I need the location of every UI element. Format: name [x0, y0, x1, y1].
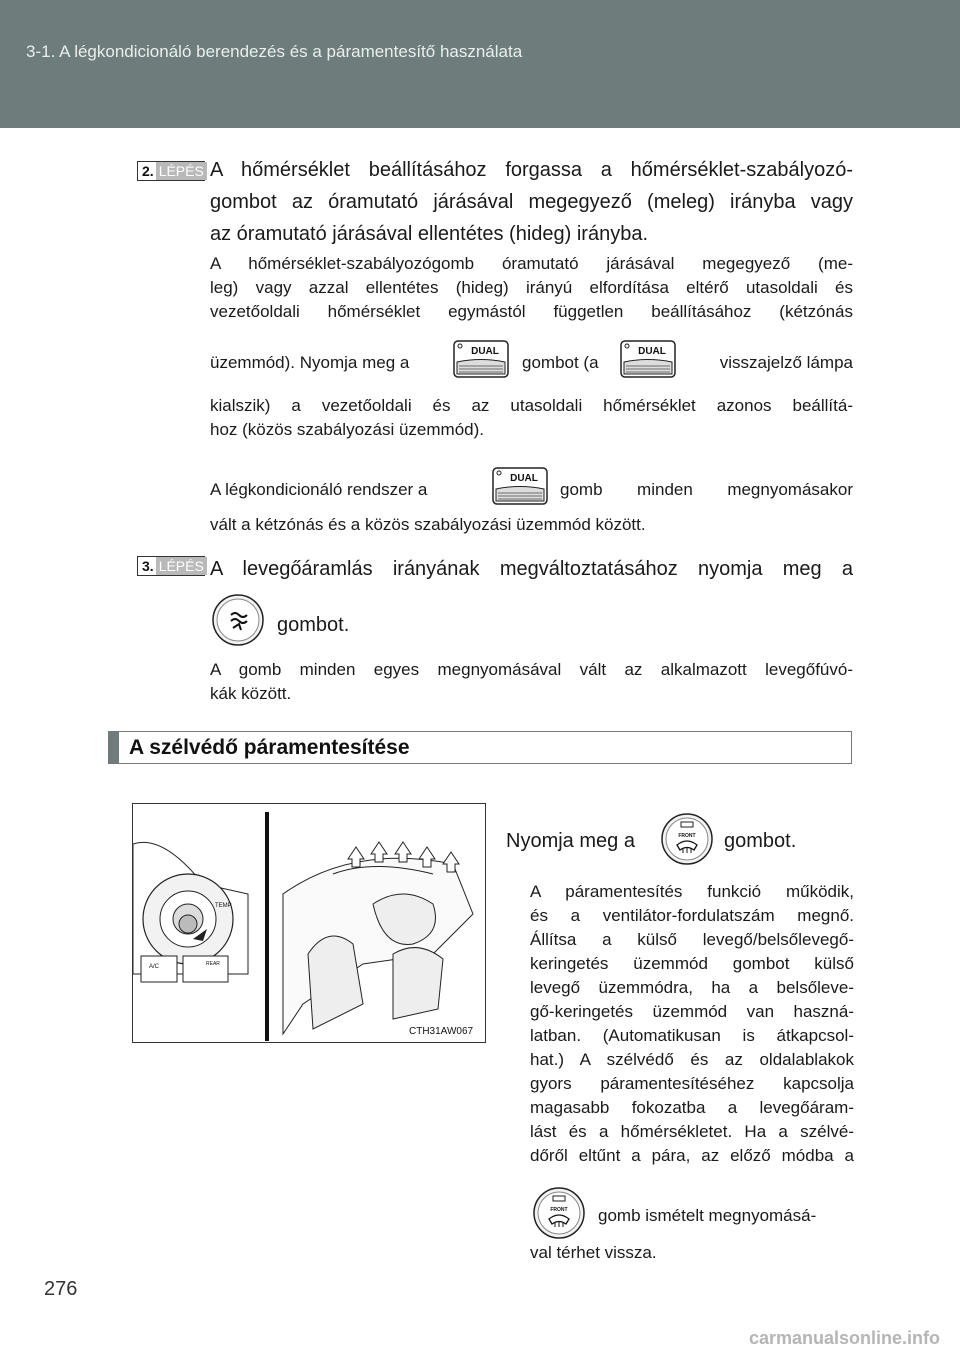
section-accent: [109, 732, 119, 763]
defogger-illustration: [132, 803, 486, 1043]
step-2-note-line-3: vezetőoldali hőmérséklet egymástól független beállításához (kétzónás: [210, 302, 853, 321]
defog-after-button: gomb ismételt megnyomásá-: [598, 1206, 817, 1225]
defog-last-line: val térhet vissza.: [530, 1243, 657, 1262]
footer-watermark: carmanualsonline.info: [748, 1328, 940, 1348]
page-header: [0, 0, 960, 128]
step-label: LÉPÉS: [156, 162, 207, 180]
defog-description-line: Állítsa a külső levegő/belsőlevegő-: [530, 930, 854, 949]
defog-description-line: levegő üzemmódra, ha a belsőleve-: [530, 978, 854, 997]
dual-text: DUAL: [471, 346, 499, 357]
page-number: 276: [44, 1278, 78, 1300]
defog-description-line: dőről eltűnt a pára, az előző módba a: [530, 1146, 854, 1165]
section-header: [108, 731, 852, 764]
step-2-note-line-5: kialszik) a vezetőoldali és az utasoldali hőmérséklet azonos beállítá-: [210, 396, 853, 415]
dual-indicator-icon: [620, 340, 676, 378]
svg-text:A/C: A/C: [149, 964, 160, 970]
step-3-note-line-1: A gomb minden egyes megnyomásával vált az alkalmazott levegőfúvó-: [210, 660, 853, 679]
defog-description-line: magasabb fokozatba a levegőáram-: [530, 1098, 854, 1117]
step-2-note-line-4b: gombot (a: [522, 353, 599, 372]
airflow-mode-button-icon: [211, 593, 265, 647]
step-2-line-3: az óramutató járásával ellentétes (hideg) irányba.: [210, 223, 649, 245]
step-number: 2.: [142, 162, 154, 179]
defog-description-line: keringetés üzemmód gombot külső: [530, 954, 854, 973]
defog-description-line: gő-keringetés üzemmód van haszná-: [530, 1002, 854, 1021]
section-title: A szélvédő páramentesítése: [129, 736, 410, 759]
defog-description-line: A páramentesítés funkció működik,: [530, 882, 854, 901]
defog-description-line: és a ventilátor-fordulatszám megnő.: [530, 906, 854, 925]
step-2-badge: [137, 161, 205, 181]
step-3-note-line-2: kák között.: [210, 684, 292, 703]
front-defroster-button-icon-2: [532, 1186, 586, 1240]
step-3-badge: [137, 556, 205, 576]
step-3-line-1: A levegőáramlás irányának megváltoztatásához nyomja meg a: [210, 558, 853, 580]
step-2-line-1: A hőmérséklet beállításához forgassa a hőmérséklet-szabályozó-: [210, 159, 853, 181]
front-defroster-button-icon: [660, 812, 714, 866]
svg-text:FRONT: FRONT: [550, 1207, 568, 1213]
defog-lead-b: gombot.: [724, 830, 797, 852]
defog-lead-a: Nyomja meg a: [506, 830, 635, 852]
dual-button-icon-2: [492, 467, 548, 505]
step-2-note-line-1: A hőmérséklet-szabályozógomb óramutató járásával megegyező (me-: [210, 254, 853, 273]
car-interior-drawing: [133, 804, 484, 1041]
defog-description-line: hat.) A szélvédő és az oldalablakok: [530, 1050, 854, 1069]
step-2-note2-line-1b: gomb minden megnyomásakor: [560, 480, 853, 499]
step-2-note-line-6: hoz (közös szabályozási üzemmód).: [210, 420, 485, 439]
step-2-note-line-2: leg) vagy azzal ellentétes (hideg) irányú elfordítása eltérő utasoldali és: [210, 278, 853, 297]
step-2-line-2: gombot az óramutató járásával megegyező (meleg) irányba vagy: [210, 191, 853, 213]
svg-text:REAR: REAR: [206, 961, 220, 967]
step-3-line-2: gombot.: [277, 614, 350, 636]
step-number: 3.: [142, 557, 154, 574]
illustration-code: CTH31AW067: [409, 1026, 474, 1037]
step-2-note2-line-2: vált a kétzónás és a közös szabályozási üzemmód között.: [210, 515, 646, 534]
chapter-title: 3-1. A légkondicionáló berendezés és a páramentesítő használata: [26, 42, 523, 61]
step-2-note-line-4a: üzemmód). Nyomja meg a: [210, 353, 410, 372]
svg-text:DUAL: DUAL: [510, 473, 538, 484]
dual-button-icon: [453, 340, 509, 378]
svg-text:TEMP: TEMP: [215, 903, 232, 909]
svg-text:DUAL: DUAL: [638, 346, 666, 357]
defog-description-line: lást és a hőmérsékletet. Ha a szélvé-: [530, 1122, 854, 1141]
svg-text:FRONT: FRONT: [678, 833, 696, 839]
defog-description-line: gyors páramentesítéséhez kapcsolja: [530, 1074, 854, 1093]
defog-description-line: latban. (Automatikusan is átkapcsol-: [530, 1026, 854, 1045]
step-2-note2-line-1a: A légkondicionáló rendszer a: [210, 480, 428, 499]
step-2-note-line-4c: visszajelző lámpa: [719, 353, 853, 372]
step-label: LÉPÉS: [156, 557, 207, 575]
